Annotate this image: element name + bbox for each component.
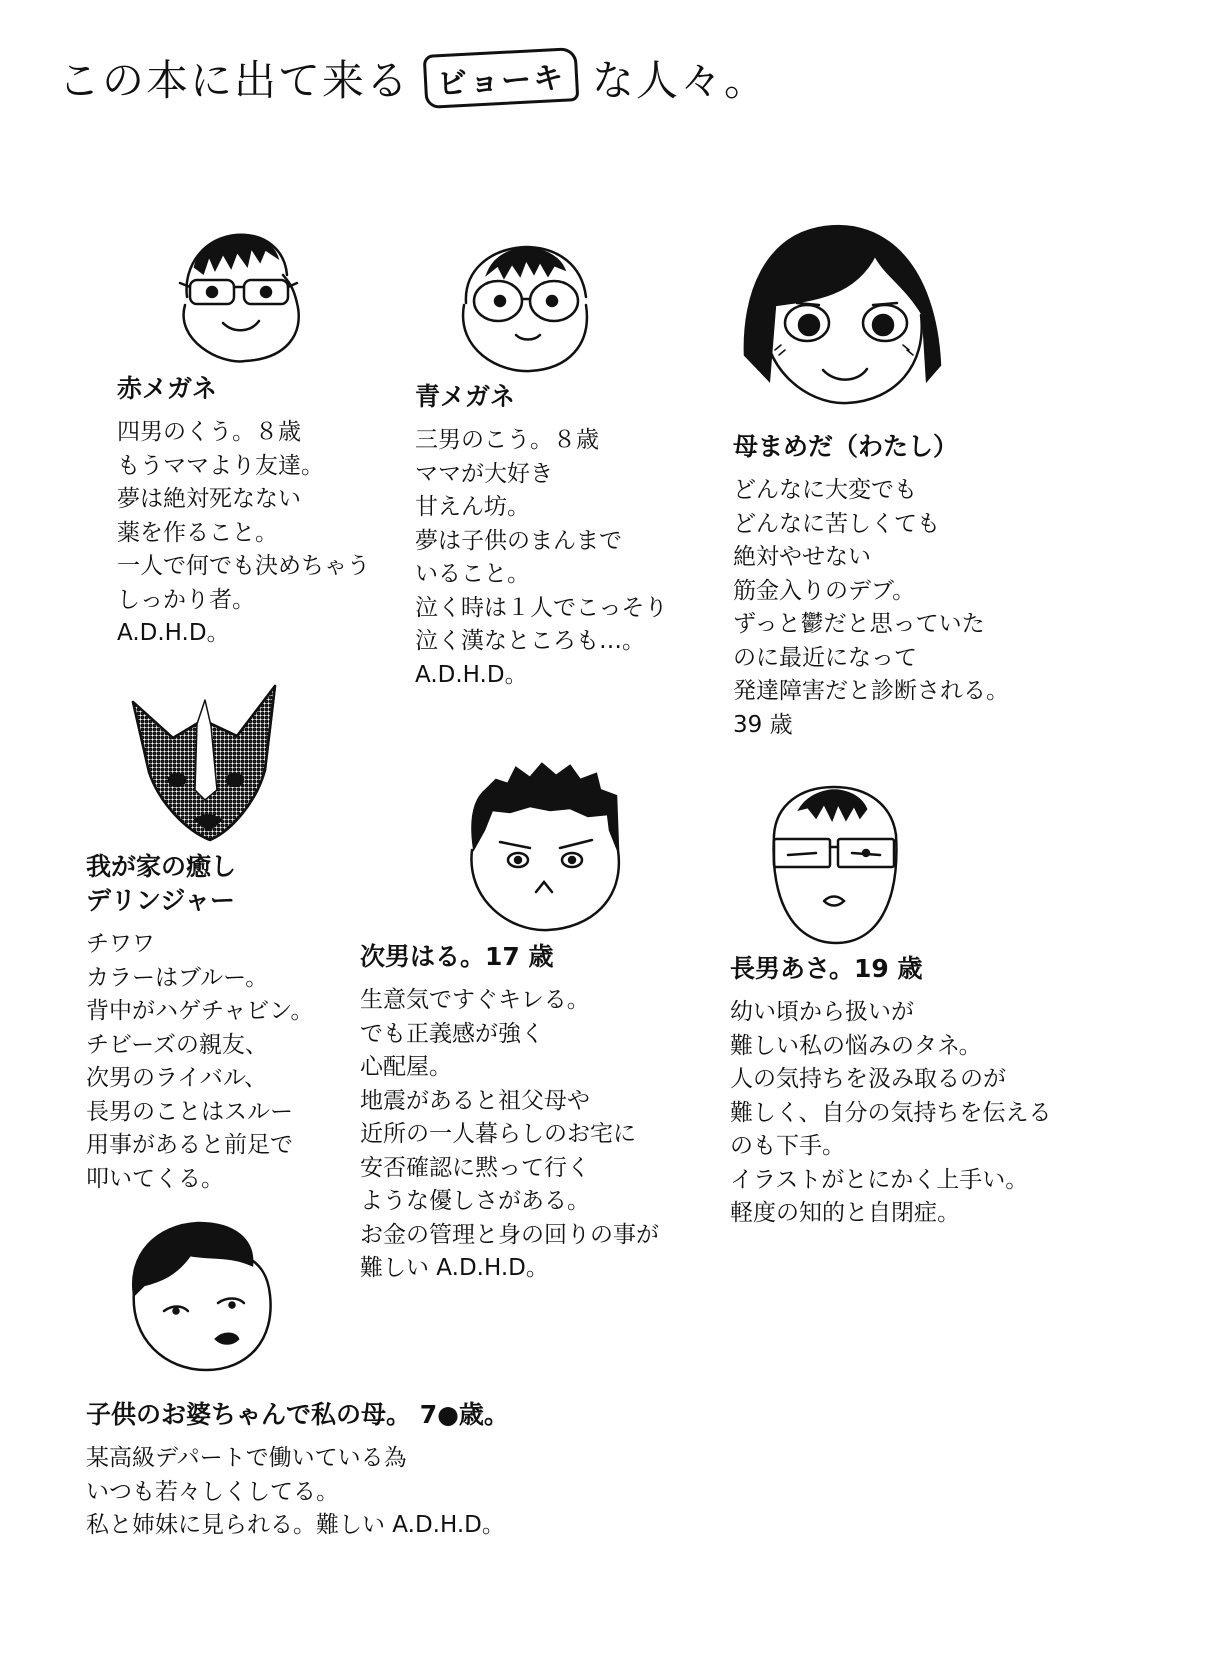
desc-line: 心配屋。	[360, 1054, 452, 1080]
desc-line: いること。	[415, 561, 530, 587]
desc-line: 人の気持ちを汲み取るのが	[730, 1066, 1006, 1092]
desc-line: 某高級デパートで働いている為	[86, 1445, 407, 1471]
desc-line: 泣く時は１人でこっそり	[415, 594, 668, 621]
desc-line: 難しい A.D.H.D。	[360, 1255, 549, 1281]
desc-line: 長男のことはスルー	[86, 1098, 293, 1125]
desc-line: 地震があると祖父母や	[360, 1087, 590, 1114]
card-ao-megane	[415, 380, 668, 692]
desc-line: チワワ	[86, 931, 155, 957]
character-name: 子供のお婆ちゃんで私の母。 7●歳。	[86, 1400, 509, 1429]
desc-line: ような優しさがある。	[360, 1188, 590, 1214]
desc-line: 軽度の知的と自閉症。	[730, 1200, 960, 1226]
desc-line: 一人で何でも決めちゃう	[117, 553, 370, 579]
character-desc	[730, 996, 1052, 1231]
desc-line: 私と姉妹に見られる。難しい A.D.H.D。	[86, 1512, 505, 1538]
character-name: 次男はる。17 歳	[360, 942, 554, 971]
desc-line: 近所の一人暮らしのお宅に	[360, 1121, 636, 1147]
desc-line: ママが大好き	[415, 460, 553, 487]
desc-line: 安否確認に黙って行く	[360, 1154, 590, 1181]
desc-line: A.D.H.D。	[415, 661, 528, 688]
desc-line: いつも若々しくしてる。	[86, 1478, 339, 1505]
desc-line: カラーはブルー。	[86, 964, 269, 991]
desc-line: チビーズの親友、	[86, 1031, 268, 1058]
desc-line: 夢は絶対死なない	[117, 486, 301, 512]
desc-line: 生意気ですぐキレる。	[360, 987, 590, 1013]
desc-line: 三男のこう。８歳	[415, 427, 599, 453]
desc-line: 39 歳	[733, 711, 793, 738]
desc-line: 甘えん坊。	[415, 494, 530, 520]
desc-line: イラストがとにかく上手い。	[730, 1166, 1029, 1193]
desc-line: 叩いてくる。	[86, 1165, 224, 1192]
desc-line: どんなに大変でも	[733, 477, 917, 503]
portrait-obaa	[120, 1215, 285, 1375]
character-name: 青メガネ	[415, 382, 516, 411]
portrait-jinan	[460, 760, 630, 935]
desc-line: でも正義感が強く	[360, 1020, 544, 1047]
desc-line: A.D.H.D。	[117, 620, 230, 646]
desc-line: のに最近になって	[733, 644, 917, 671]
character-desc	[86, 928, 313, 1196]
character-name: 赤メガネ	[117, 374, 218, 403]
card-chonan	[730, 952, 1052, 1231]
portrait-dog	[125, 680, 285, 845]
desc-line: 筋金入りのデブ。	[733, 577, 916, 604]
character-name: 我が家の癒し デリンジャー	[86, 852, 237, 915]
card-mameda	[733, 430, 1009, 742]
desc-line: しっかり者。	[117, 586, 255, 613]
desc-line: 難しい私の悩みのタネ。	[730, 1032, 982, 1059]
desc-line: 幼い頃から扱いが	[730, 999, 914, 1025]
desc-line: 泣く漢なところも…。	[415, 628, 645, 654]
title-after: な人々。	[592, 56, 769, 105]
card-aka-megane	[117, 372, 370, 651]
desc-line: お金の管理と身の回りの事が	[360, 1221, 659, 1248]
desc-line: 次男のライバル、	[86, 1065, 268, 1091]
desc-line: 四男のくう。８歳	[117, 419, 301, 445]
desc-line: どんなに苦しくても	[733, 510, 940, 537]
character-desc	[117, 416, 370, 651]
portrait-mameda	[735, 205, 955, 410]
character-desc	[415, 424, 668, 692]
portrait-chonan	[760, 775, 910, 950]
card-obaa	[86, 1398, 509, 1543]
desc-line: 絶対やせない	[733, 544, 871, 570]
desc-line: ずっと鬱だと思っていた	[733, 611, 985, 637]
desc-line: 発達障害だと診断される。	[733, 678, 1009, 704]
character-desc	[360, 984, 659, 1286]
character-name: 長男あさ。19 歳	[730, 954, 923, 983]
page-title	[58, 48, 768, 108]
desc-line: 難しく、自分の気持ちを伝える	[730, 1099, 1052, 1126]
title-before: この本に出て来る	[58, 56, 411, 105]
desc-line: 背中がハゲチャビン。	[86, 998, 314, 1024]
title-badge: ビョーキ	[423, 47, 580, 109]
desc-line: もうママより友達。	[117, 452, 324, 479]
desc-line: 夢は子供のまんまで	[415, 527, 622, 554]
portrait-aka-megane	[165, 225, 315, 365]
portrait-ao-megane	[450, 235, 600, 375]
character-name: 母まめだ（わたし）	[733, 432, 959, 461]
card-dog	[86, 850, 313, 1196]
character-desc	[733, 474, 1009, 742]
desc-line: のも下手。	[730, 1133, 845, 1159]
desc-line: 薬を作ること。	[117, 519, 278, 546]
card-jinan	[360, 940, 659, 1286]
desc-line: 用事があると前足で	[86, 1132, 293, 1158]
character-desc	[86, 1442, 509, 1543]
